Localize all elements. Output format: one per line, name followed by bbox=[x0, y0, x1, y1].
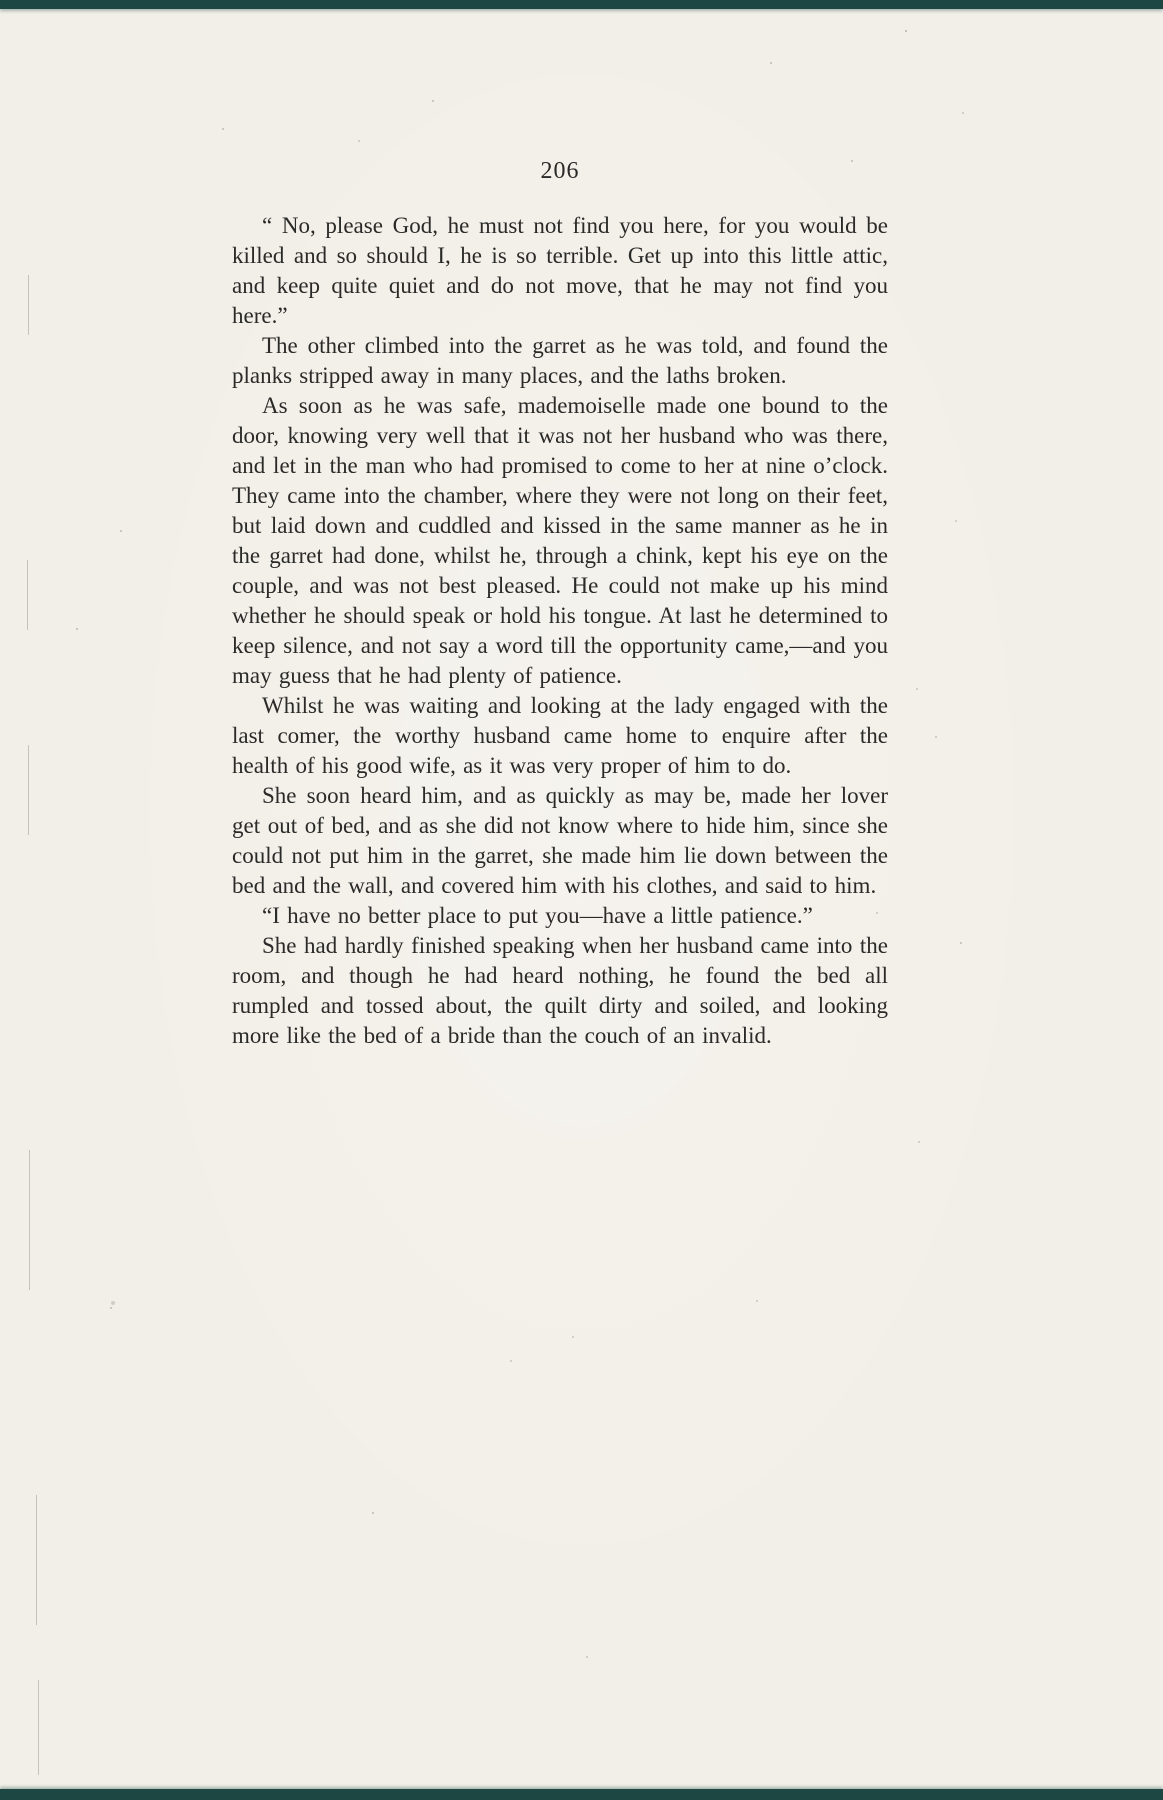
scan-gutter-line bbox=[28, 275, 29, 335]
paragraph: As soon as he was safe, mademoiselle made one bound to the door, knowing very well that it was not her husband who was there, and let in the man who had promised to come to her at nine o’clock. They came into the chamber, where they were not long on their feet, but laid down and cuddled and kissed in the same manner as he in the garret had done, whilst he, through a chink, kept his eye on the couple, and was not best pleased. He could not make up his mind whether he should speak or hold his tongue. At last he determined to keep silence, and not say a word till the opportunity came,—and you may guess that he had plenty of patience. bbox=[232, 393, 888, 688]
page-number: 206 bbox=[540, 158, 580, 184]
scan-gutter-line bbox=[36, 1495, 37, 1625]
paragraph: She had hardly finished speaking when her husband came into the room, and though he had heard nothing, he found the bed all rumpled and tossed about, the quilt dirty and soiled, and looking more like the bed of a bride than the couch of an invalid. bbox=[232, 933, 888, 1048]
scan-artifact-bottom-bar bbox=[0, 1789, 1163, 1800]
scan-gutter-line bbox=[29, 1150, 30, 1290]
text-block bbox=[232, 211, 888, 1051]
paragraph: The other climbed into the garret as he was told, and found the planks stripped away in many places, and the laths broken. bbox=[232, 333, 888, 388]
scan-speckles bbox=[0, 0, 2, 2]
scan-artifact-top-bar bbox=[0, 0, 1163, 9]
paragraph: Whilst he was waiting and looking at the lady engaged with the last comer, the worthy husband came home to enquire after the health of his good wife, as it was very proper of him to do. bbox=[232, 693, 888, 778]
scan-gutter-line bbox=[38, 1680, 39, 1775]
paragraph: “I have no better place to put you—have a little patience.” bbox=[262, 903, 813, 928]
scan-gutter-line bbox=[28, 745, 29, 835]
paragraph: She soon heard him, and as quickly as may be, made her lover get out of bed, and as she did not know where to hide him, since she could not put him in the garret, she made him lie down between the bed and the wall, and covered him with his clothes, and said to him. bbox=[232, 783, 888, 898]
scan-gutter-line bbox=[27, 560, 28, 630]
paragraph: “ No, please God, he must not find you here, for you would be killed and so should I, he is so terrible. Get up into this little attic, and keep quite quiet and do not move, that he may not find you here.” bbox=[232, 213, 888, 328]
